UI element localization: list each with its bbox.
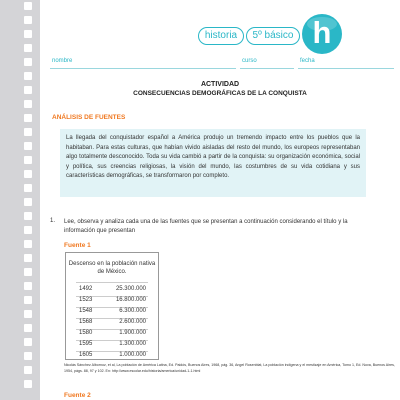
table-row — [66, 352, 158, 362]
binder-hole — [24, 16, 32, 24]
binder-strip — [0, 0, 40, 400]
name-label: nombre — [52, 58, 73, 64]
binder-hole — [24, 282, 32, 290]
binder-hole — [24, 100, 32, 108]
binder-hole — [24, 296, 32, 304]
row-year: 1595 — [79, 341, 93, 347]
row-year: 1492 — [79, 286, 93, 292]
question-number: 1. — [50, 218, 56, 224]
date-label: fecha — [300, 58, 315, 64]
row-value: 1.000.000 — [119, 352, 146, 358]
binder-hole — [24, 114, 32, 122]
grade-tag: 5º básico — [246, 27, 300, 45]
table-row — [66, 286, 158, 296]
name-field[interactable] — [50, 48, 236, 69]
worksheet-page — [40, 0, 400, 400]
binder-hole — [24, 72, 32, 80]
row-year: 1580 — [79, 330, 93, 336]
source-2-label: Fuente 2 — [64, 392, 91, 399]
date-field[interactable] — [298, 48, 394, 69]
binder-hole — [24, 268, 32, 276]
source-1-label: Fuente 1 — [64, 242, 91, 249]
binder-hole — [24, 30, 32, 38]
logo-letter: h — [312, 15, 332, 50]
binder-hole — [24, 44, 32, 52]
binder-hole — [24, 380, 32, 388]
section-heading: ANÁLISIS DE FUENTES — [52, 114, 126, 121]
binder-hole — [24, 142, 32, 150]
source-citation: Nicolás Sánchez Albornoz, et al, La población de América Latina, Ed. Paidós, Buenos Aires, 1968, pág. 36, Angel Rosenblat, La población indígena y el mestizaje en América, Tomo 1, Ed. Nova, Buenos Aires, 1954, págs. 88, 97 y 102. En: http://www.escolar.edu/historia/america/unidad-1-1.html — [64, 363, 395, 373]
binder-hole — [24, 324, 32, 332]
row-year: 1548 — [79, 308, 93, 314]
row-value: 1.900.000 — [119, 330, 146, 336]
binder-hole — [24, 128, 32, 136]
binder-hole — [24, 198, 32, 206]
student-info-row — [50, 48, 394, 68]
table-row — [66, 341, 158, 351]
table-row — [66, 308, 158, 318]
row-year: 1568 — [79, 319, 93, 325]
binder-hole — [24, 170, 32, 178]
binder-hole — [24, 86, 32, 94]
binder-hole — [24, 352, 32, 360]
binder-hole — [24, 184, 32, 192]
binder-hole — [24, 58, 32, 66]
subject-tag: historia — [198, 27, 244, 45]
course-field[interactable] — [240, 48, 294, 69]
table-title: Descenso en la población nativa de México. — [68, 261, 156, 276]
row-year: 1605 — [79, 352, 93, 358]
intro-paragraph: La llegada del conquistador español a América produjo un tremendo impacto entre los pueblos que la habitaban. Para estas culturas, que habían vivido aisladas del resto del mundo, los europeos representaban algo totalmente desconocido. Toda su vida cambió a partir de la conquista: su organización económica, social y política, sus creencias religiosas, la visión del mundo, las costumbres de su vida cotidiana y sus características demográficas, se transformaron por completo. — [60, 129, 366, 197]
binder-hole — [24, 254, 32, 262]
row-value: 2.600.000 — [119, 319, 146, 325]
table-row — [66, 319, 158, 329]
binder-hole — [24, 226, 32, 234]
binder-hole — [24, 212, 32, 220]
binder-hole — [24, 2, 32, 10]
binder-hole — [24, 240, 32, 248]
row-year: 1523 — [79, 297, 93, 303]
row-value: 25.300.000 — [115, 286, 146, 292]
table-row — [66, 297, 158, 307]
row-value: 1.300.000 — [119, 341, 146, 347]
row-value: 6.300.000 — [119, 308, 146, 314]
binder-hole — [24, 338, 32, 346]
question-text: Lee, observa y analiza cada una de las fuentes que se presentan a continuación considerando el título y la información que presentan — [64, 219, 348, 234]
activity-subtitle: CONSECUENCIAS DEMOGRÁFICAS DE LA CONQUISTA — [133, 90, 307, 97]
binder-hole — [24, 156, 32, 164]
population-table — [65, 252, 159, 360]
row-value: 16.800.000 — [115, 297, 146, 303]
binder-hole — [24, 310, 32, 318]
binder-hole — [24, 366, 32, 374]
table-row — [66, 330, 158, 340]
course-label: curso — [242, 58, 257, 64]
table-divider — [76, 282, 148, 283]
activity-title: ACTIVIDAD — [200, 81, 240, 88]
